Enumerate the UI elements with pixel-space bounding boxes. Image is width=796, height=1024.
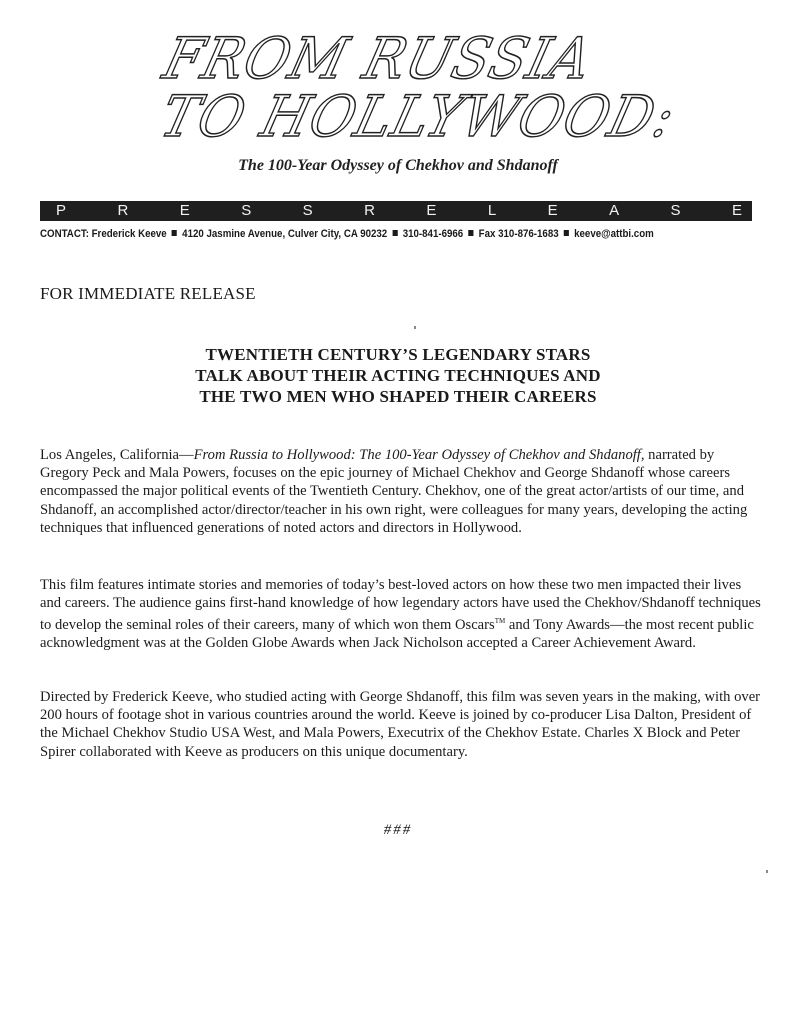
body-paragraph-1 <box>40 446 764 537</box>
release-note: FOR IMMEDIATE RELEASE <box>40 284 256 303</box>
contact-email[interactable]: keeve@attbi.com <box>574 228 654 240</box>
bullet-separator <box>468 230 473 236</box>
banner-letter: S <box>241 202 252 219</box>
banner-letter: E <box>426 202 437 219</box>
end-mark: ### <box>383 822 413 838</box>
headline-line-2: TALK ABOUT THEIR ACTING TECHNIQUES AND <box>195 366 601 385</box>
contact-fax: Fax 310-876-1683 <box>478 228 559 240</box>
bullet-separator <box>564 230 569 236</box>
title-logo <box>0 25 796 150</box>
press-release-banner <box>40 201 752 221</box>
body-paragraph-2 <box>40 576 764 653</box>
paragraph-text: and Tony Awards—the most recent public acknowledgment was at the Golden Globe Awards when Jack Nicholson accepted a Career Achievement Award. <box>40 617 754 652</box>
contact-address: 4120 Jasmine Avenue, Culver City, CA 90232 <box>182 228 388 240</box>
headline <box>0 344 796 407</box>
body-paragraph-3: Directed by Frederick Keeve, who studied acting with George Shdanoff, this film was seven years in the making, with over 200 hours of footage shot in various countries around the world. Keeve is joined by co-producer Lisa Dalton, President of the Michael Chekhov Studio USA West, and Mala Powers, Executrix of the Chekhov Estate. Charles X Block and Peter Spirer collaborated with Keeve as producers on this unique documentary. <box>40 689 761 760</box>
scan-speck <box>766 870 768 873</box>
film-subtitle: The 100-Year Odyssey of Chekhov and Shdanoff <box>238 157 558 174</box>
banner-letter: S <box>670 202 681 219</box>
headline-line-1: TWENTIETH CENTURY’S LEGENDARY STARS <box>205 345 591 364</box>
logo-line-2: TO HOLLYWOOD: <box>154 83 683 150</box>
bullet-separator <box>172 230 177 236</box>
banner-letter: E <box>179 202 190 219</box>
banner-letter: L <box>487 202 497 219</box>
logo-line-1: FROM RUSSIA <box>157 25 600 92</box>
banner-letter: R <box>364 202 375 219</box>
banner-letter: E <box>547 202 558 219</box>
bullet-separator <box>392 230 397 236</box>
banner-letter: A <box>609 202 620 219</box>
contact-line <box>40 228 656 240</box>
trademark-mark: TM <box>494 617 506 626</box>
headline-line-3: THE TWO MEN WHO SHAPED THEIR CAREERS <box>199 387 597 406</box>
dateline: Los Angeles, California— <box>40 447 194 463</box>
paragraph-text: narrated by Gregory Peck and Mala Powers, focuses on the epic journey of Michael Chekhov and George Shdanoff whose careers encompassed the major political events of the Twentieth Century. Chekhov, one of the great actor/artists of our time, and Shdanoff, an accomplished actor/director/teacher in his own right, were colleagues for many years, developing the acting techniques that influenced generations of noted actors and directors in Hollywood. <box>40 447 748 536</box>
banner-letter: E <box>731 202 742 219</box>
contact-phone: 310-841-6966 <box>402 228 464 240</box>
contact-name: CONTACT: Frederick Keeve <box>40 228 167 240</box>
banner-letter: P <box>56 202 67 219</box>
banner-letter: S <box>302 202 313 219</box>
scan-speck <box>414 326 416 329</box>
film-title-italic: From Russia to Hollywood: The 100-Year Odyssey of Chekhov and Shdanoff, <box>193 447 645 463</box>
banner-letter: R <box>117 202 129 219</box>
paragraph-text: This film features intimate stories and memories of today’s best-loved actors on how these two men impacted their lives and careers. The audience gains first-hand knowledge of how legendary actors have used the Chekhov/Shdanoff techniques to develop the seminal roles of their careers, many of which won them Oscars <box>40 577 761 634</box>
